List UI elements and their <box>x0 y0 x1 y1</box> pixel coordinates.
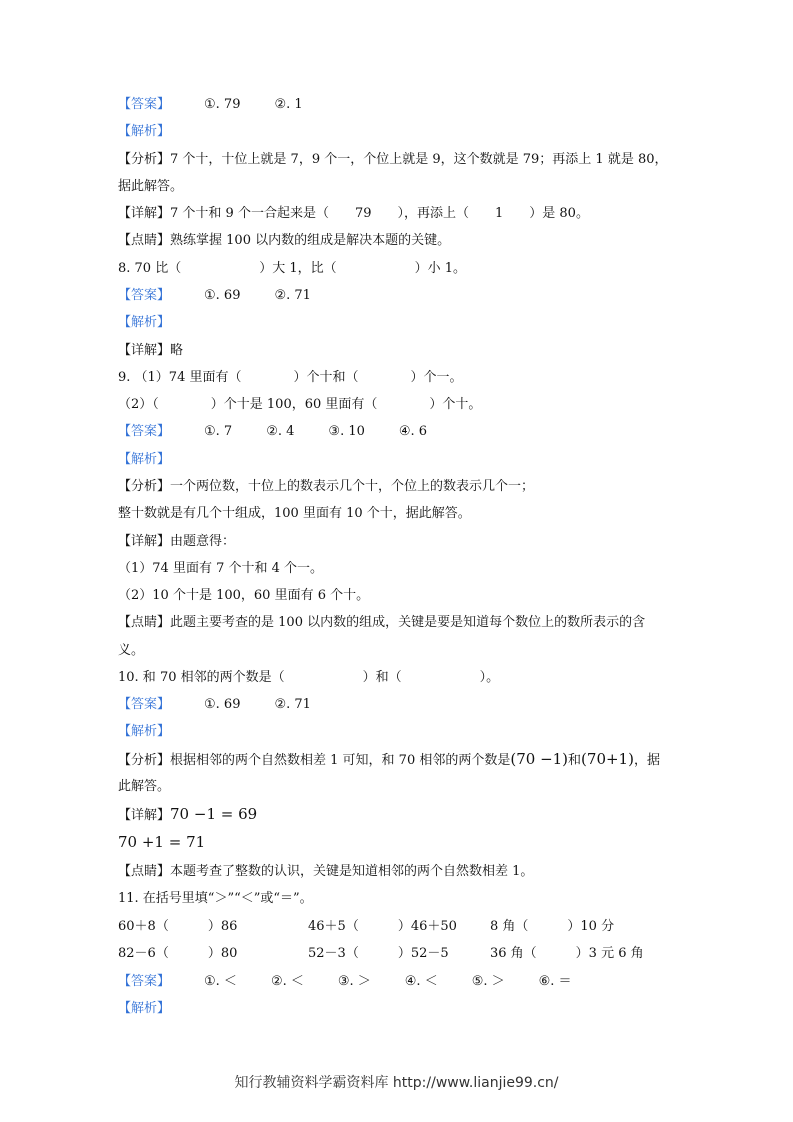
q11-item: 60＋8（ ）86 <box>118 919 238 934</box>
q10-question: 10. 和 70 相邻的两个数是（ ）和（ ）。 <box>118 670 500 685</box>
q11-item: 8 角（ ）10 分 <box>490 919 615 934</box>
q11-question: 11. 在括号里填“＞”“＜”或“＝”。 <box>118 891 313 906</box>
answer-label: 【答案】 <box>118 97 171 112</box>
q9-fenxi-line-1 <box>118 478 534 495</box>
analysis-label: 【解析】 <box>118 315 171 330</box>
answer-label: 【答案】 <box>118 974 171 989</box>
q9-question-2: （2）（ ）个十是 100，60 里面有（ ）个十。 <box>118 397 482 412</box>
analysis-label: 【解析】 <box>118 724 171 739</box>
answer-item: ②. ＜ <box>270 974 304 989</box>
q8-answer-line <box>118 287 345 304</box>
q9-dianjing-line-1 <box>118 614 645 631</box>
fenxi-label: 【分析】 <box>118 753 171 768</box>
analysis-label: 【解析】 <box>118 452 171 467</box>
q10-answer-line <box>118 696 345 713</box>
q9-dianjing-line-2: 义。 <box>118 643 145 658</box>
answer-item: ③. 10 <box>328 424 365 439</box>
answer-item: ⑥. ＝ <box>538 974 572 989</box>
math-expression: (70+1) <box>581 750 634 768</box>
answer-item: ④. ＜ <box>404 974 438 989</box>
answer-label: 【答案】 <box>118 697 171 712</box>
answer-item: ①. 69 <box>204 697 241 712</box>
q9-detail-line <box>118 533 235 550</box>
q9-fenxi-line-2: 整十数就是有几个十组成，100 里面有 10 个十，据此解答。 <box>118 506 471 521</box>
math-equation: 70 −1 = 69 <box>170 805 258 823</box>
q11-item: 52－3（ ）52－5 <box>308 946 449 961</box>
fenxi-label: 【分析】 <box>118 479 171 494</box>
answer-item: ①. 7 <box>204 424 233 439</box>
detail-text: 由题意得： <box>170 534 236 549</box>
dianjing-text: 本题考查了整数的认识，关键是知道相邻的两个自然数相差 1。 <box>170 864 534 879</box>
detail-label: 【详解】 <box>118 534 171 549</box>
dianjing-text: 熟练掌握 100 以内数的组成是解决本题的关键。 <box>170 233 451 248</box>
fenxi-label: 【分析】 <box>118 152 171 167</box>
q9-detail-2: （2）10 个十是 100，60 里面有 6 个十。 <box>118 588 370 603</box>
dianjing-label: 【点睛】 <box>118 233 171 248</box>
answer-item: ④. 6 <box>398 424 428 439</box>
q8-detail-line <box>118 342 183 359</box>
q9-question-1: 9. （1）74 里面有（ ）个十和（ ）个一。 <box>118 370 463 385</box>
page-footer: 知行教辅资料学霸资料库 http://www.lianjie99.cn/ <box>234 1075 559 1091</box>
answer-item: ②. 71 <box>274 697 311 712</box>
fenxi-text: 一个两位数，十位上的数表示几个十，个位上的数表示几个一； <box>170 479 535 494</box>
math-expression: (70 −1) <box>510 750 569 768</box>
detail-text: 7 个十和 9 个一合起来是（ 79 ），再添上（ 1 ）是 80。 <box>170 206 589 221</box>
q10-fenxi-line-2: 此解答。 <box>118 779 171 794</box>
fenxi-text: 根据相邻的两个自然数相差 1 可知，和 70 相邻的两个数是 <box>170 753 511 768</box>
fenxi-text: 7 个十，十位上就是 7，9 个一，个位上就是 9，这个数就是 79；再添上 1 就是 80， <box>170 152 668 167</box>
answer-item: ①. 69 <box>204 288 241 303</box>
q7-detail-line <box>118 205 589 222</box>
detail-text: 略 <box>170 343 184 358</box>
answer-item: ①. 79 <box>204 97 241 112</box>
q7-dianjing-line <box>118 232 450 249</box>
answer-label: 【答案】 <box>118 288 171 303</box>
q9-answer-line <box>118 423 461 440</box>
fenxi-text: 和 <box>568 753 582 768</box>
answer-item: ⑤. ＞ <box>471 974 505 989</box>
q9-detail-1: （1）74 里面有 7 个十和 4 个一。 <box>118 561 324 576</box>
q11-answer-line <box>118 973 606 990</box>
analysis-label: 【解析】 <box>118 1001 171 1016</box>
answer-item: ②. 4 <box>266 424 295 439</box>
q8-question: 8. 70 比（ ）大 1，比（ ）小 1。 <box>118 261 467 276</box>
answer-item: ③. ＞ <box>337 974 371 989</box>
answer-label: 【答案】 <box>118 424 171 439</box>
math-equation: 70 +1 = 71 <box>118 833 206 851</box>
q11-row-2 <box>118 945 644 962</box>
answer-item: ②. 71 <box>274 288 311 303</box>
q11-item: 82－6（ ）80 <box>118 946 238 961</box>
q7-fenxi-line-2: 据此解答。 <box>118 179 184 194</box>
q7-answer-line <box>118 96 337 113</box>
detail-label: 【详解】 <box>118 808 171 823</box>
dianjing-text: 此题主要考查的是 100 以内数的组成，关键是要是知道每个数位上的数所表示的含 <box>170 615 646 630</box>
analysis-label: 【解析】 <box>118 124 171 139</box>
q11-item: 46＋5（ ）46＋50 <box>308 919 457 934</box>
detail-label: 【详解】 <box>118 206 171 221</box>
q11-item: 36 角（ ）3 元 6 角 <box>490 946 644 961</box>
q10-fenxi-line-1 <box>118 751 660 769</box>
q11-row-1 <box>118 918 614 935</box>
q10-detail-line <box>118 806 257 824</box>
fenxi-text: ，据 <box>633 753 660 768</box>
q7-fenxi-line-1 <box>118 151 668 168</box>
answer-item: ①. ＜ <box>204 974 237 989</box>
answer-item: ②. 1 <box>274 97 303 112</box>
dianjing-label: 【点睛】 <box>118 864 171 879</box>
detail-label: 【详解】 <box>118 343 171 358</box>
dianjing-label: 【点睛】 <box>118 615 171 630</box>
q10-dianjing-line <box>118 863 533 880</box>
